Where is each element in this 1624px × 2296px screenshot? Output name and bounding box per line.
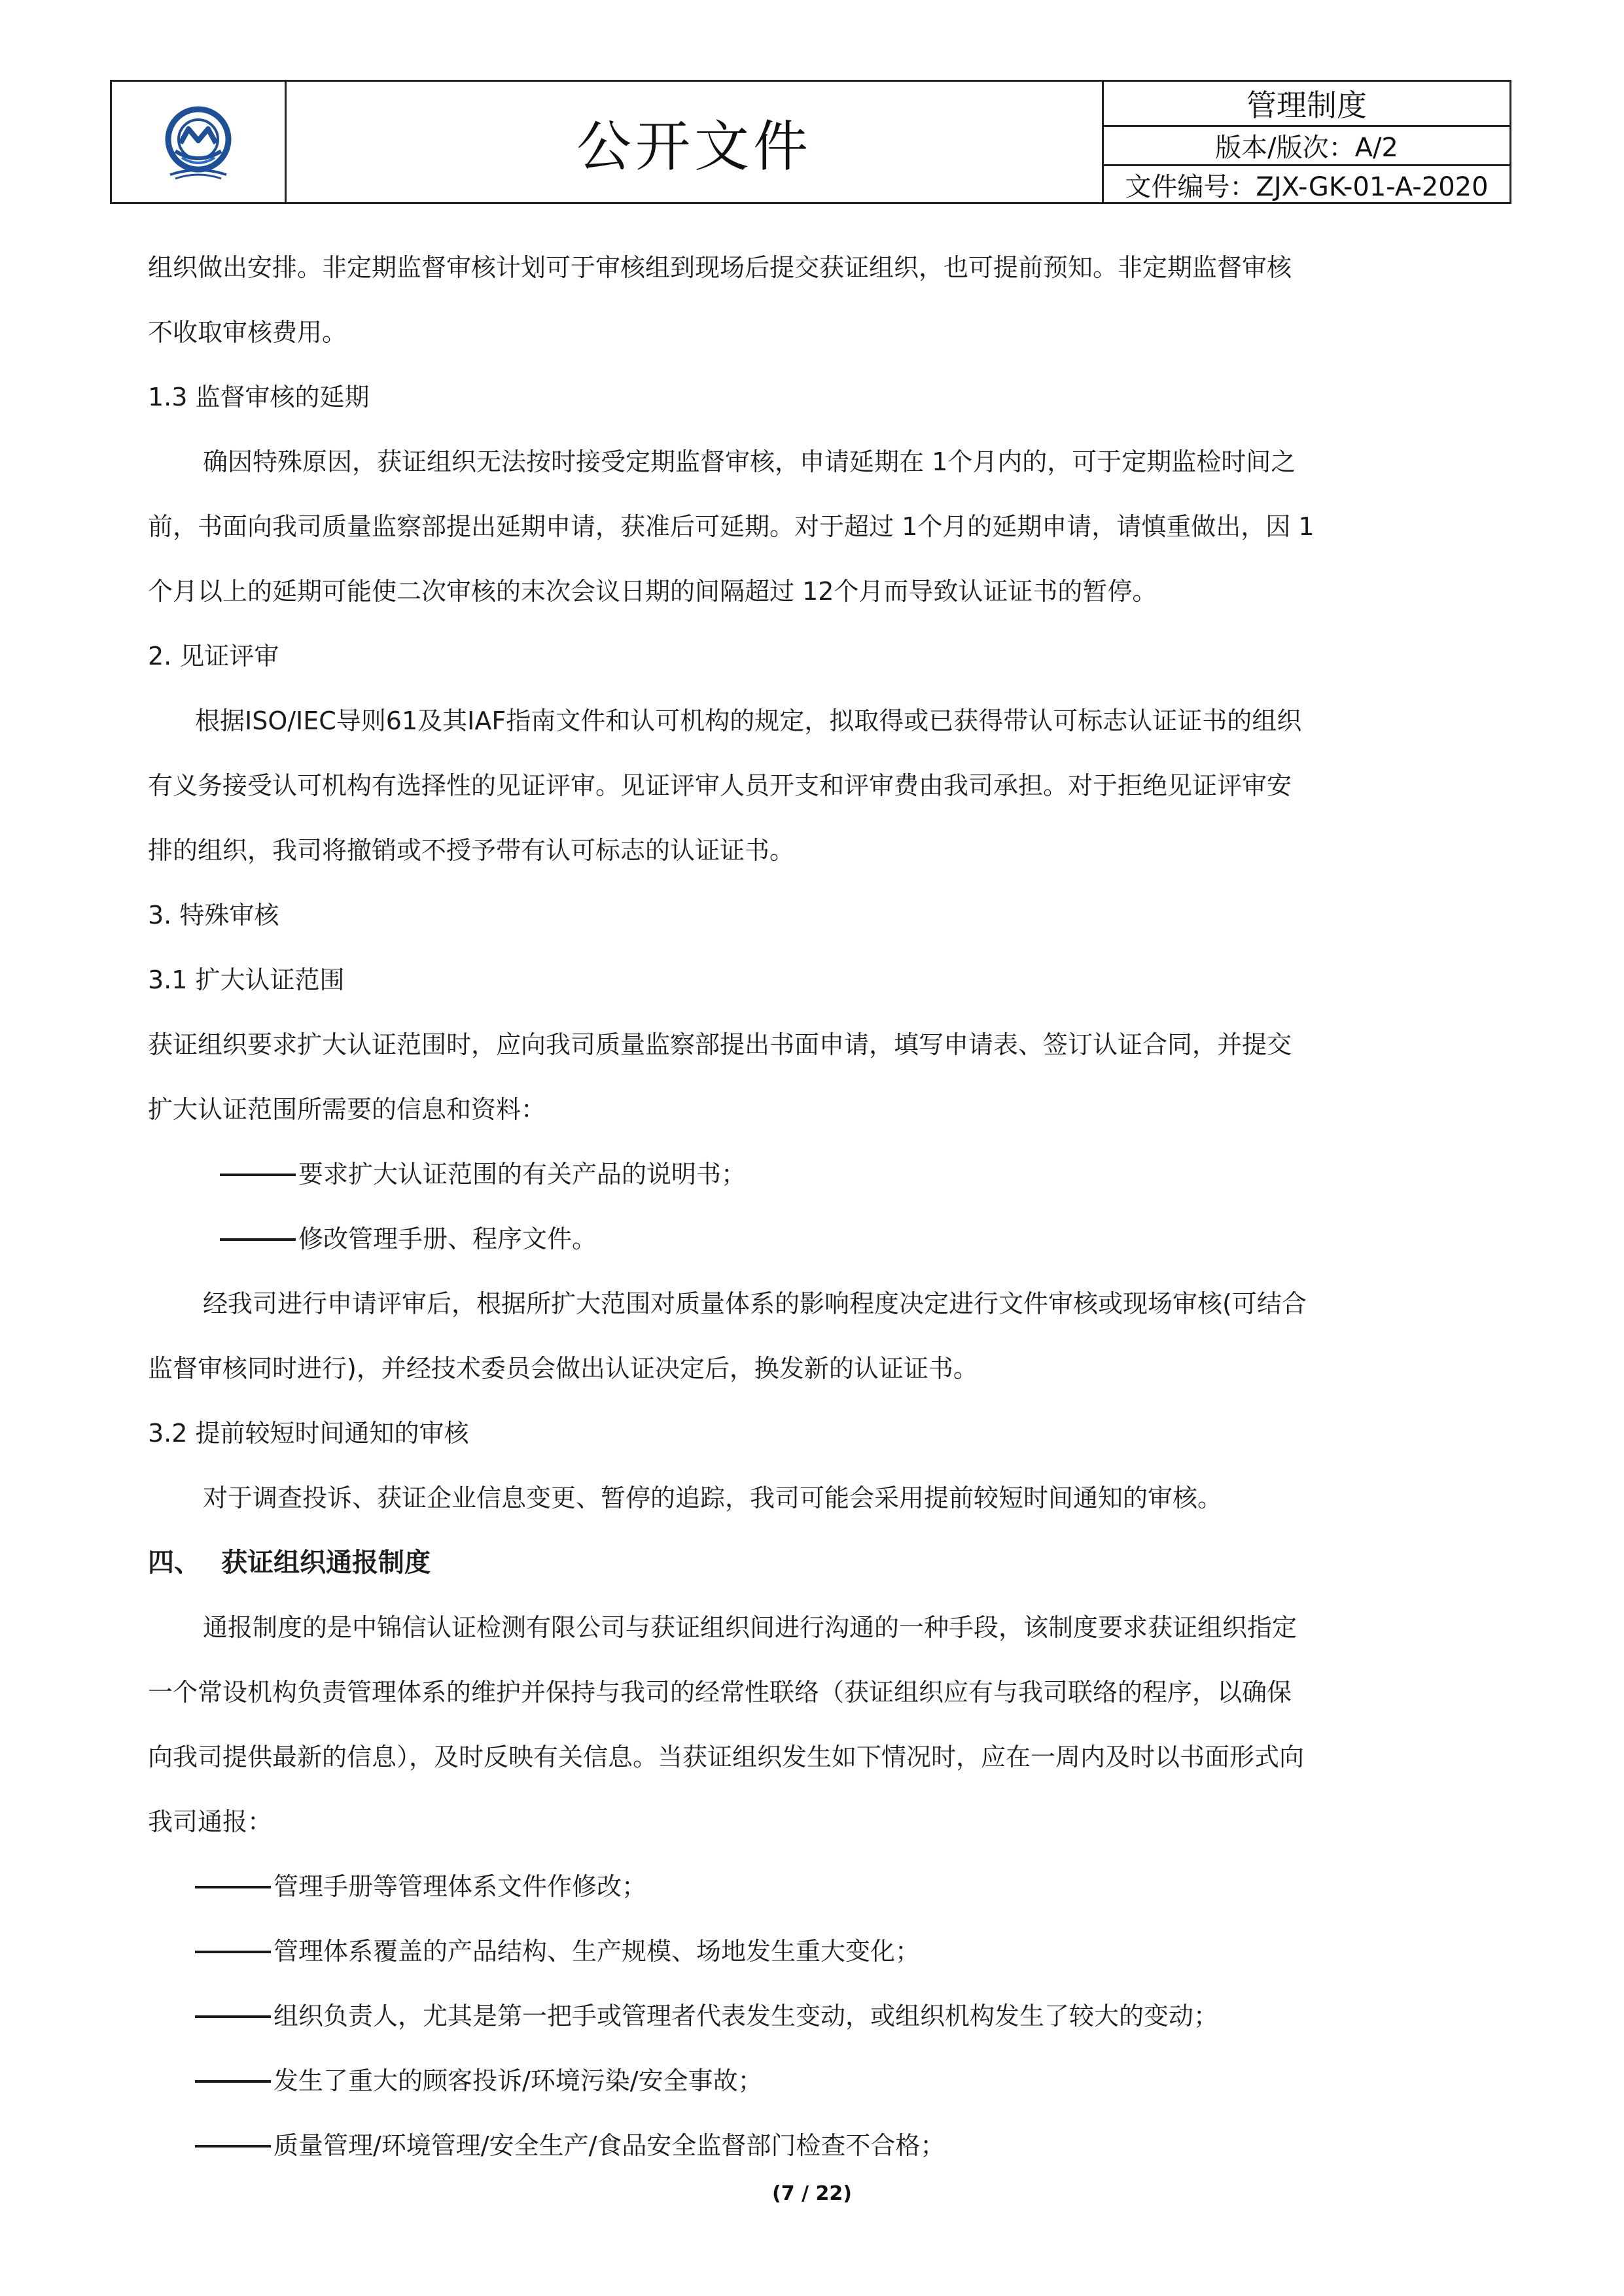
- body-line: 我司通报：: [148, 1807, 273, 1836]
- section-heading: 3. 特殊审核: [148, 901, 279, 930]
- body-line: 监督审核同时进行)，并经技术委员会做出认证决定后，换发新的认证证书。: [148, 1354, 978, 1383]
- body-line: 获证组织要求扩大认证范围时，应向我司质量监察部提出书面申请，填写申请表、签订认证合同，并提交: [148, 1030, 1292, 1059]
- dash-mark: [195, 1886, 271, 1888]
- dash-mark: [195, 2145, 271, 2148]
- list-item: [148, 1854, 1483, 1919]
- section-title: 获证组织通报制度: [221, 1548, 431, 1578]
- section-number: 四、: [148, 1548, 200, 1578]
- section-4-heading: [148, 1531, 1483, 1595]
- body-line: 不收取审核费用。: [148, 318, 347, 347]
- body-line: 排的组织，我司将撤销或不授予带有认可标志的认证证书。: [148, 836, 795, 865]
- list-item-text: 组织负责人，尤其是第一把手或管理者代表发生变动，或组织机构发生了较大的变动；: [274, 2002, 1219, 2030]
- dash-mark: [220, 1238, 296, 1241]
- list-item-text: 质量管理/环境管理/安全生产/食品安全监督部门检查不合格；: [274, 2131, 945, 2160]
- document-body: [148, 235, 1483, 2178]
- list-item: [148, 2049, 1483, 2113]
- list-item-text: 发生了重大的顾客投诉/环境污染/安全事故；: [274, 2066, 763, 2095]
- body-line: 向我司提供最新的信息），及时反映有关信息。当获证组织发生如下情况时，应在一周内及时以书面形式向: [148, 1743, 1305, 1771]
- company-logo-icon: [156, 103, 241, 181]
- body-line: 对于调查投诉、获证企业信息变更、暂停的追踪，我司可能会采用提前较短时间通知的审核。: [203, 1484, 1223, 1512]
- document-title: 公开文件: [287, 82, 1104, 202]
- logo-cell: [112, 82, 287, 202]
- dash-mark: [195, 2015, 271, 2018]
- body-line: 前，书面向我司质量监察部提出延期申请，获准后可延期。对于超过 1个月的延期申请，请慎重做出，因 1: [148, 512, 1315, 541]
- body-line: 根据ISO/IEC导则61及其IAF指南文件和认可机构的规定，拟取得或已获得带认可标志认证证书的组织: [195, 706, 1302, 735]
- list-item: [148, 1984, 1483, 2049]
- body-line: 通报制度的是中锦信认证检测有限公司与获证组织间进行沟通的一种手段，该制度要求获证组织指定: [203, 1613, 1297, 1642]
- dash-mark: [195, 2080, 271, 2083]
- body-line: 有义务接受认可机构有选择性的见证评审。见证评审人员开支和评审费由我司承担。对于拒绝见证评审安: [148, 771, 1292, 800]
- section-heading: 2. 见证评审: [148, 642, 279, 670]
- list-item-text: 修改管理手册、程序文件。: [298, 1225, 597, 1253]
- document-number: 文件编号：ZJX-GK-01-A-2020: [1104, 164, 1509, 203]
- dash-mark: [220, 1174, 296, 1176]
- subsection-heading: 3.2 提前较短时间通知的审核: [148, 1419, 469, 1448]
- dash-mark: [195, 1951, 271, 1953]
- list-item-text: 要求扩大认证范围的有关产品的说明书；: [298, 1160, 747, 1189]
- subsection-heading: 1.3 监督审核的延期: [148, 383, 370, 411]
- list-item-text: 管理手册等管理体系文件作修改；: [274, 1872, 647, 1901]
- body-line: 个月以上的延期可能使二次审核的末次会议日期的间隔超过 12个月而导致认证证书的暂停。: [148, 577, 1157, 606]
- body-line: 组织做出安排。非定期监督审核计划可于审核组到现场后提交获证组织，也可提前预知。非定期监督审核: [148, 253, 1292, 282]
- document-header: [110, 80, 1511, 204]
- body-line: 一个常设机构负责管理体系的维护并保持与我司的经常性联络（获证组织应有与我司联络的程序，以确保: [148, 1678, 1292, 1707]
- body-line: 经我司进行申请评审后，根据所扩大范围对质量体系的影响程度决定进行文件审核或现场审核(可结合: [203, 1289, 1307, 1318]
- list-item: [148, 1207, 1483, 1272]
- list-item: [148, 1142, 1483, 1207]
- list-item: [148, 2113, 1483, 2178]
- page-number: (7 / 22): [772, 2182, 852, 2205]
- document-version: 版本/版次：A/2: [1104, 125, 1509, 164]
- subsection-heading: 3.1 扩大认证范围: [148, 965, 345, 994]
- list-item: [148, 1919, 1483, 1984]
- document-meta: [1104, 82, 1509, 202]
- list-item-text: 管理体系覆盖的产品结构、生产规模、场地发生重大变化；: [274, 1937, 921, 1966]
- body-line: 确因特殊原因，获证组织无法按时接受定期监督审核，申请延期在 1个月内的，可于定期监检时间之: [203, 447, 1296, 476]
- body-line: 扩大认证范围所需要的信息和资料：: [148, 1095, 546, 1124]
- document-category: 管理制度: [1246, 88, 1367, 123]
